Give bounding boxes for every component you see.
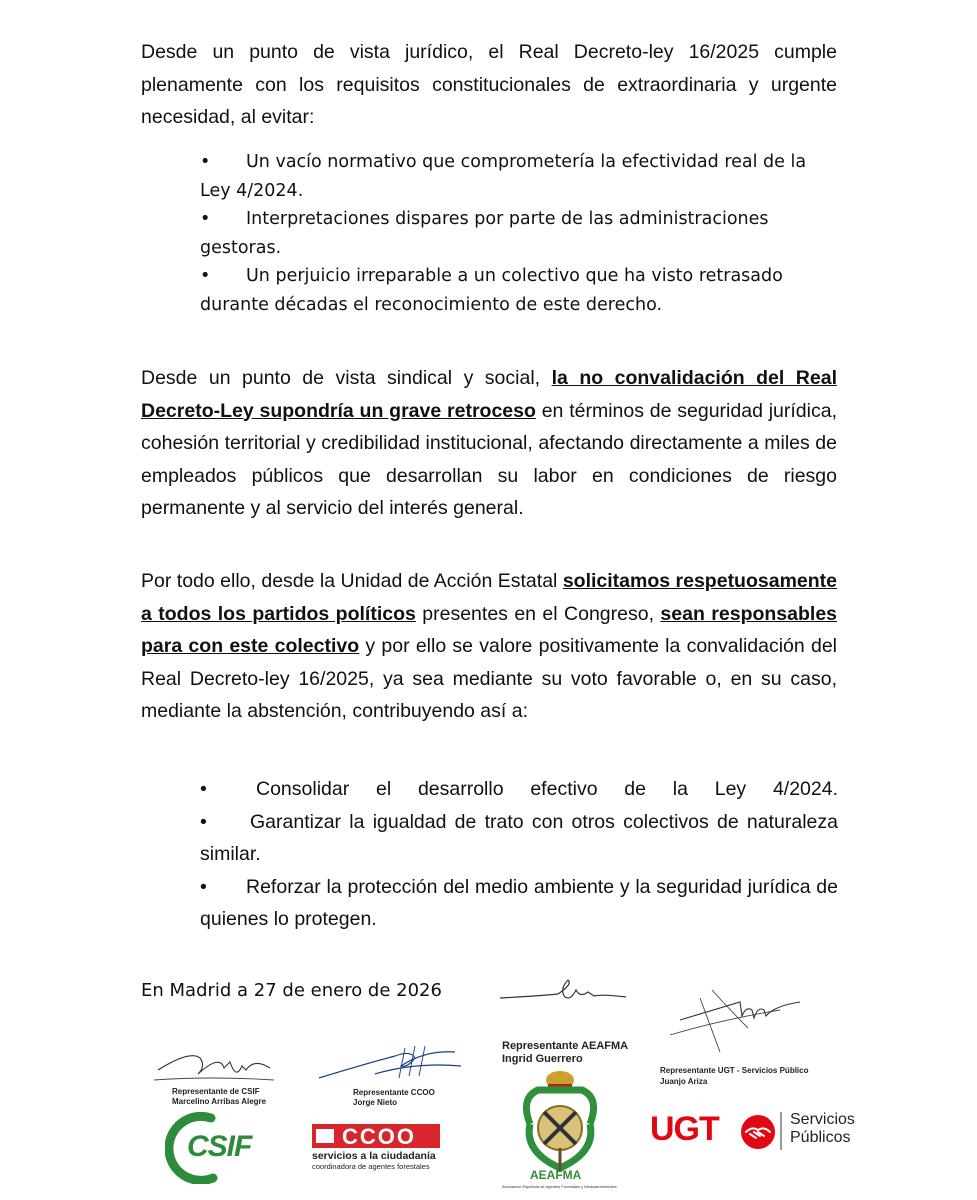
list-item-text: Garantizar la igualdad de trato con otros colectivos de naturaleza similar. [200, 810, 838, 865]
csif-logo-text: CSIF [187, 1130, 252, 1163]
emphasis-text: la no convalidación del Real Decreto-Ley supondría un grave retroceso [141, 367, 837, 422]
ccoo-flag-icon [316, 1129, 334, 1143]
aeafma-rep-name: Ingrid Guerrero [502, 1053, 583, 1065]
csif-logo [165, 1112, 265, 1184]
ccoo-sub2: coordinadora de agentes forestales [312, 1162, 430, 1171]
bullet: • [200, 778, 207, 800]
bullet-list-1 [200, 148, 840, 319]
csif-rep-label: Representante de CSIF [172, 1087, 260, 1096]
ugt-handshake-icon [740, 1114, 776, 1150]
bullet: • [200, 152, 211, 172]
ugt-rep-name: Juanjo Ariza [660, 1077, 708, 1086]
text-run: y por ello se valore positivamente la convalidación del Real Decreto-ley 16/2025, ya sea mediante su voto favorable o, en su caso, mediante la abstención, contribuyendo así a: [141, 635, 838, 722]
ccoo-logo-text: CCOO [342, 1124, 416, 1149]
text-run: presentes en el Congreso, [415, 602, 661, 625]
paragraph-social [141, 362, 837, 525]
ugt-signature [660, 980, 810, 1060]
list-item-text: Un perjuicio irreparable a un colectivo que ha visto retrasado durante décadas el reconocimiento de este derecho. [200, 266, 783, 315]
bullet-list-2 [200, 773, 838, 936]
aeafma-signature [498, 978, 628, 1010]
text-run: Desde un punto de vista sindical y social, [141, 367, 552, 389]
ugt-sub2: Públicos [790, 1129, 851, 1146]
aeafma-logo-text: AEAFMA [530, 1168, 582, 1182]
list-item-text: Un vacío normativo que comprometería la efectividad real de la Ley 4/2024. [200, 152, 807, 201]
emphasis-text: sean responsables para con este colectivo [141, 602, 838, 657]
ccoo-signature [315, 1038, 465, 1088]
ugt-logo [650, 1110, 865, 1152]
text-run: Por todo ello, desde la Unidad de Acción Estatal [141, 570, 563, 592]
paragraph-legal: Desde un punto de vista jurídico, el Real Decreto-ley 16/2025 cumple plenamente con los requisitos constitucionales de extraordinaria y urgente necesidad, al evitar: [141, 41, 837, 128]
emphasis-text: solicitamos respetuosamente a todos los partidos políticos [141, 570, 838, 625]
list-item [200, 205, 840, 262]
bullet: • [200, 810, 207, 833]
list-item [200, 148, 840, 205]
list-item [200, 806, 838, 871]
aeafma-sub: Asociación Española de Agentes Forestales y Medioambientales [502, 1184, 617, 1189]
paragraph-request [141, 565, 837, 728]
ugt-sub1: Servicios [790, 1111, 855, 1128]
list-item-text: Reforzar la protección del medio ambiente y la seguridad jurídica de quienes lo protegen. [200, 875, 838, 930]
paragraph-request-block [141, 565, 837, 728]
list-item-text: Consolidar el desarrollo efectivo de la Ley 4/2024. [256, 778, 838, 800]
ccoo-sub1: servicios a la ciudadanía [312, 1150, 436, 1162]
ugt-divider [780, 1112, 782, 1150]
paragraph-social-block [141, 362, 837, 525]
csif-rep-name: Marcelino Arribas Alegre [172, 1097, 267, 1106]
list-item [200, 262, 840, 319]
list-item-text: Interpretaciones dispares por parte de las administraciones gestoras. [200, 209, 769, 258]
text-run: en términos de seguridad jurídica, cohesión territorial y credibilidad institucional, afectando directamente a miles de empleados públicos que desarrollan su labor en condiciones de riesgo permanente y al servicio del interés general. [141, 399, 837, 519]
ccoo-rep-label: Representante CCOO [353, 1088, 435, 1097]
ugt-rep-label: Representante UGT - Servicios Público [660, 1066, 809, 1075]
aeafma-logo [500, 1068, 620, 1196]
aeafma-crest-icon [500, 1068, 620, 1178]
bullet: • [200, 209, 211, 229]
ugt-logo-text: UGT [650, 1110, 719, 1148]
date-line: En Madrid a 27 de enero de 2026 [141, 980, 442, 1001]
list-item [200, 773, 838, 806]
aeafma-rep-label: Representante AEAFMA [502, 1040, 629, 1052]
list-item [200, 871, 838, 936]
bullet: • [200, 266, 211, 286]
document-body [141, 36, 837, 134]
csif-signature [150, 1040, 280, 1090]
bullet: • [200, 875, 207, 898]
ccoo-logo [312, 1124, 442, 1174]
ccoo-rep-name: Jorge Nieto [353, 1098, 398, 1107]
